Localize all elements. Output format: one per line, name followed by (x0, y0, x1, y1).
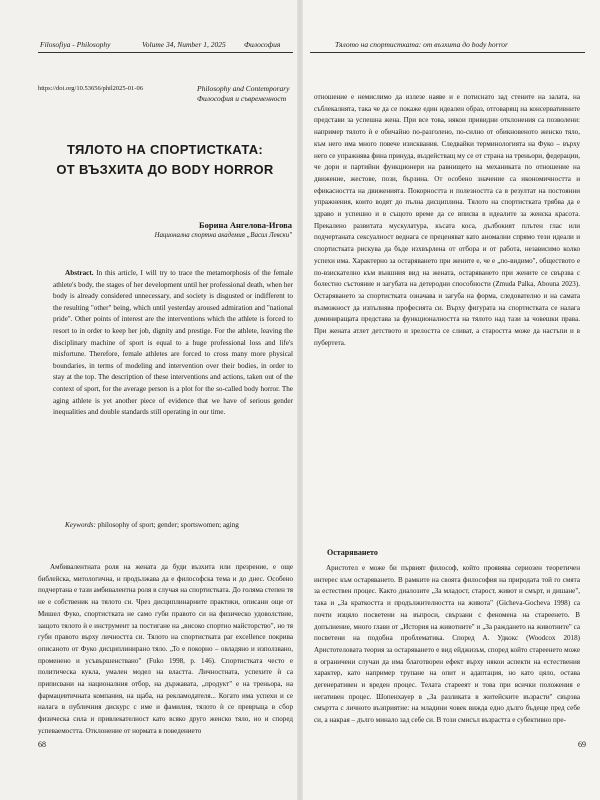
page-number-left: 68 (38, 740, 46, 749)
section-paragraph: Аристотел е може би първият философ, който проявява сериозен теоретичен интерес към остаряването. В рамките на своята философия на природата той го смята за естествен процес. Както диалозите „За младост, старост, живот и смърт, и дишане", така и „За краткостта и продължителността на живота" (Gicheva-Gocheva 1998) са почти изцяло посветени на въпроси, свързани с феномена на стареенето. В допълнение, много глави от „История на животните" и „За раждането на животните" са посветени на подобна проблематика. Според А. Удкокс (Woodcox 2018) Аристотеловата теория за остаряването е вид ейджизъм, според който стареенето може в ограничени случаи да има благотворен ефект върху някои аспекти на естествения характер, като например трупане на опит и адаптация, но като цяло, остава дегенеративен и вреден процес. Телата старееят и това при всички положения е негативен процес. Шопенхауер в „За разликата в житейските възрасти" свързва смъртта с личното възприятие: на младини човек вижда едно дълго бъдеще пред себе си, а накрая – дълго минало зад себе си. В този смисъл възрастта е субективно пре- (314, 564, 580, 725)
section-text-aging (314, 563, 580, 727)
body-left-paragraph: Амбивалентната роля на жената да буди възхита или презрение, е още библейска, митологична, и продължава да е философска тема и до днес. Особено подчертана е тази амбивалентна роля в случая на спортистката. До голяма степен тя не е собственик на тялото си. Чрез дисциплинарните практики, описани още от Мишел Фуко, спортистката не само губи правото си на физическо удоволствие, защото тялото ѝ е инструмент за постигане на „високо спортно майсторство", но тя губи правото върху личността си. Тялото на спортистката par excellence покрива описаното от Фуко дисциплинирано тяло. „То е покорно – овладяно и използвано, променено и усъвършенствано" (Fuko 1998, p. 146). Спортистката често е политическа кукла, умален модел на властта. Личностната, успехите ѝ са приписвани на националния отбор, на държавата, „продукт" е на треньора, на фармацевтичната компания, на щаба, на рекламодателя... Когато има успехи и се налага в публичния дискурс с име и фамилия, тялото ѝ се превръща в сбор физическа сила и привлекателност като всяко друго женско тяло, но и според успеваемостта. Отклонение от нормата в поведението (38, 563, 293, 735)
running-head-volume: Volume 34, Number 1, 2025 (142, 40, 226, 49)
title-line-1: ТЯЛОТО НА СПОРТИСТКАТА: (66, 142, 264, 157)
running-head-journal: Filosofiya - Philosophy (40, 40, 111, 49)
body-text-left (38, 562, 293, 738)
abstract (53, 268, 293, 419)
keywords-text: philosophy of sport; gender; sportswomen; aging (97, 521, 239, 529)
right-page (300, 0, 600, 800)
header-rule (38, 52, 293, 53)
header-rule-right (310, 52, 585, 53)
section-heading-aging: Остаряването (327, 548, 378, 557)
keywords-label: Keywords: (65, 521, 96, 529)
article-title (40, 140, 290, 180)
running-head-right: Тялото на спортистката: от възхита до body horror (335, 40, 508, 49)
keywords (53, 520, 293, 531)
abstract-text: In this article, I will try to trace the metamorphosis of the female athlete's body, the stages of her development until her professional death, when her body is already considered unnecessary, and society is disgusted or indifferent to the resulting "other" being, which until yesterday aroused admiration and "national pride". Other points of interest are the interventions which the athlete is forced to resort to in order to keep her job, dignity and prestige. For the athlete, leaving the disciplinary machine of sport is equal to a huge professional loss and life's misfortune. Therefore, female athletes are forced to cross many more physical boundaries, in terms of modeling and intervention over their bodies, in order to stay at the top. The description of these interventions and actions, taken out of the context of sport, for the average person is a plot for the so-called body horror. The aging athlete is yet another piece of evidence that we have of serious gender inequalities and double standards still operating in our time. (53, 269, 293, 417)
abstract-label: Abstract. (65, 269, 94, 277)
journal-label-en: Philosophy and Contemporary (197, 84, 290, 93)
doi-link[interactable]: https://doi.org/10.53656/phil2025-01-06 (38, 85, 143, 92)
journal-label (197, 84, 295, 103)
author-affiliation: Национална спортна академия „Васил Левски" (154, 232, 292, 239)
body-text-right (314, 92, 580, 349)
page-gutter (297, 0, 303, 800)
running-head-section: Философия (244, 40, 281, 49)
page-number-right: 69 (578, 740, 586, 749)
author-name: Борина Ангелова-Игова (199, 220, 292, 230)
body-right-paragraph: отношение е немислимо да излезе наяве и е потиснато зад стените на залата, на съблекалнята, така че да се покаже един идеален образ, отговарящ на консервативните представи за успешна жена. При все това, някои привидни отклонения са позволени: например тялото ѝ е обичайно по-разголено, по-силно от обикновеното женско тяло, към него има много повече изисквания. Следвайки терминологията на Фуко – върху него се упражнява фина принуда, въздействащ му се от страна на треньори, федерации, че дори и партийни функционери на равнището на механиката по отношение на движение, жестове, пози, бързина. От особено значение са икономичността и ефикасността на движенията. Покорността и полезността са в резултат на постоянни упражнения, които водят до пълна дисциплина. Тялото на спортистката трябва да е здраво и успешно и в същото време да се вписва в идеалите за женска красота. Прекалено развитата мускулатура, късата коса, дълбокият плътен глас или подчертаната сексуалност веднага се преценяват като аномални спрямо тези идеали и спортистката рискува да бъде изхвърлена от отбора и от работа, независимо колко успехи има. Характерно за остаряването при жените е, че е „по-видимо", обществото е по-взискателно към външния вид на жената, остаряването при жените се свързва с болестно състояние и загубата на детеродни способности (Zmuda Palka, Abouna 2023). Остаряването за спортистката означава и загуба на форма, следователно и на самата възможност да изпълнява професията си. Върху фигурата на спортистката се налага доминиращата представа за функционалността на тялото над тази за човешки права. При жената атлет детството и зрелостта се сливат, а старостта може да настъпи и в пубертета. (314, 93, 580, 347)
title-line-2: ОТ ВЪЗХИТА ДО BODY HORROR (56, 162, 274, 177)
journal-label-bg: Философия и съвременност (197, 93, 287, 103)
